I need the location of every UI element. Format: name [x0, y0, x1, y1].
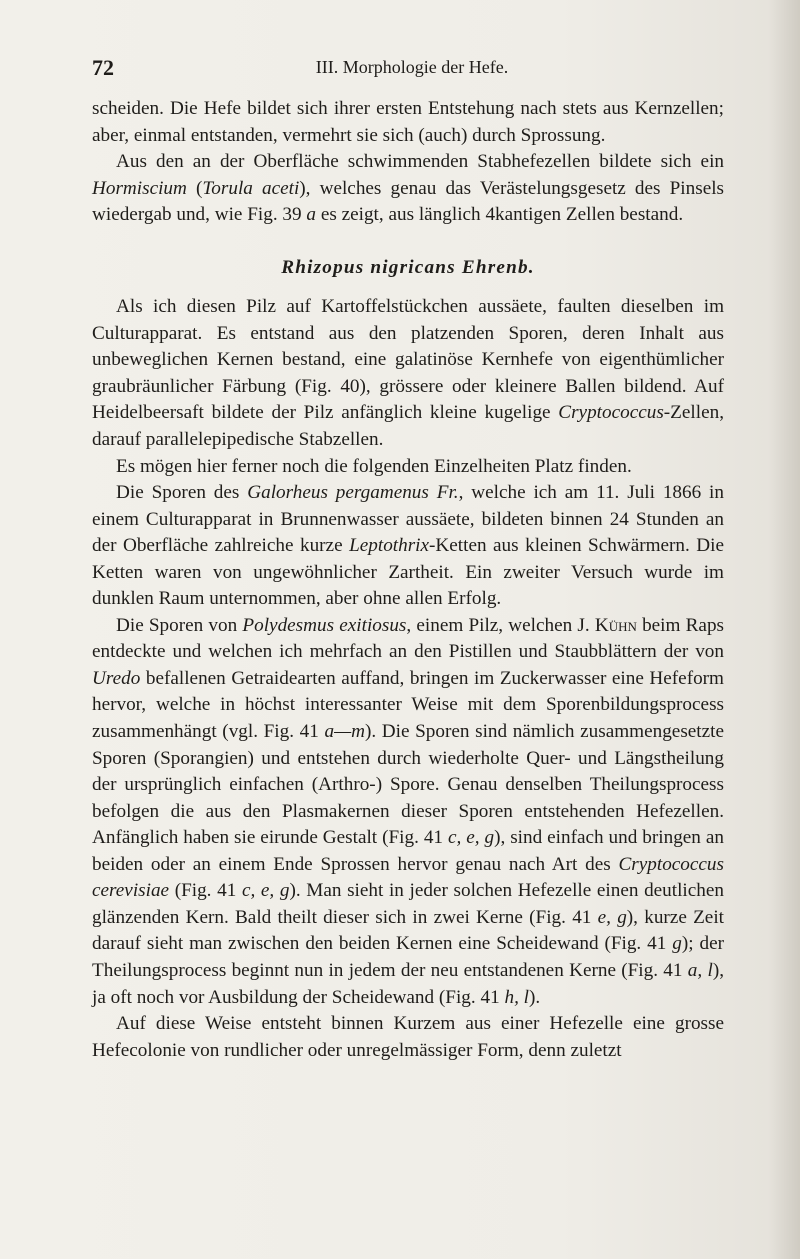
taxon-name: Polydesmus exitiosus	[242, 614, 407, 636]
running-head: III. Morphologie der Hefe.	[315, 57, 509, 77]
paragraph-5	[92, 480, 724, 613]
text-run: ), welches genau das Verästelungsgesetz des Pinsels wiedergab und, wie Fig. 39	[92, 177, 725, 226]
author-name: Kühn	[594, 614, 637, 636]
figure-letter: h, l	[504, 986, 529, 1008]
paragraph-6	[92, 613, 724, 1011]
text-run: , einem Pilz, welchen J.	[406, 614, 595, 636]
page-header	[92, 55, 732, 85]
paragraph-2	[92, 149, 724, 229]
text-run: es zeigt, aus länglich 4kantigen Zellen bestand.	[316, 204, 684, 226]
text-run: befallenen Getraidearten auffand, bringen im Zuckerwasser eine Hefeform hervor, welche in höchst interessanter Weise mit dem Sporenbildungsprocess zusammenhängt (vgl. Fig. 41	[92, 667, 724, 743]
text-run: , welche ich am 11. Juli 1866 in einem Culturapparat in Brunnenwasser aussäete, bildeten binnen 24 Stunden an der Oberfläche zahlreiche kurze	[92, 482, 724, 557]
text-run: ), ja oft noch vor Ausbildung der Scheidewand (Fig. 41	[92, 959, 724, 1008]
text-run: -Zellen, darauf parallelepipedische Stabzellen.	[92, 402, 724, 451]
text-run: Es mögen hier ferner noch die folgenden Einzelheiten Platz finden.	[116, 455, 632, 477]
figure-letter: e, g	[597, 906, 627, 928]
paragraph-4	[92, 454, 724, 481]
body-text	[92, 96, 724, 1064]
paragraph-1	[92, 96, 724, 149]
text-run: (Fig. 41	[169, 880, 242, 902]
page-number: 72	[92, 55, 114, 80]
text-run: ). Man sieht in jeder solchen Hefezelle einen deutlichen glänzenden Kern. Bald theilt dieser sich in zwei Kerne (Fig. 41	[92, 880, 724, 928]
paragraph-3	[92, 294, 724, 453]
taxon-name: Uredo	[92, 667, 141, 689]
text-run: Aus den an der Oberfläche schwimmenden Stabhefezellen bildete sich ein	[116, 151, 724, 173]
figure-letter: a, l	[687, 959, 713, 981]
text-run: ). Die Sporen sind nämlich zusammengesetzte Sporen (Sporangien) und entstehen durch wiederholte Quer- und Längstheilung der ursprünglich einfachen (Arthro-) Spore. Genau denselben Theilungsprocess befolgen die aus den Plasmakernen dieser Sporen entstehenden Hefezellen. Anfänglich haben sie eirunde Gestalt (Fig. 41	[92, 721, 724, 849]
taxon-name: Cryptococcus cerevisiae	[92, 853, 724, 902]
text-run: Als ich diesen Pilz auf Kartoffelstückchen aussäete, faulten dieselben im Culturapparat. Es entstand aus den platzenden Sporen, deren Inhalt aus unbeweglichen Kernen bestand, eine galatinöse Kernhefe von eigenthümlicher graubräunlicher Färbung (Fig. 40), grössere oder kleinere Ballen bildend. Auf Heidelbeersaft bildete der Pilz anfänglich kleine kugelige	[92, 296, 724, 424]
figure-letter: c, e, g	[447, 827, 495, 849]
text-run: ); der Theilungsprocess beginnt nun in jedem der neu entstandenen Kerne (Fig. 41	[92, 933, 724, 981]
taxon-name: Leptothrix	[349, 535, 430, 557]
section-heading: Rhizopus nigricans Ehrenb.	[281, 256, 535, 278]
paragraph-7	[92, 1011, 724, 1064]
text-run: ), sind einfach und bringen an beiden oder an einem Ende Sprossen hervor genau nach Art des	[92, 827, 724, 875]
text-run: (	[186, 177, 203, 199]
text-run: beim Raps entdeckte und welchen ich mehrfach an den Pistillen und Staubblättern der von	[92, 614, 725, 663]
text-run: Die Sporen von	[116, 614, 243, 636]
figure-letter: a	[306, 204, 317, 226]
paragraph-1-text: scheiden. Die Hefe bildet sich ihrer ersten Entstehung nach stets aus Kernzellen; aber, einmal entstanden, vermehrt sie sich (auch) durch Sprossung.	[92, 98, 724, 146]
taxon-name: Galorheus pergamenus Fr.	[247, 482, 459, 504]
text-run: ).	[529, 986, 541, 1008]
text-run: Die Sporen des	[116, 482, 248, 504]
taxon-name: Cryptococcus	[558, 402, 664, 424]
figure-letter: c, e, g	[241, 880, 290, 902]
figure-letter: a—m	[324, 721, 365, 743]
figure-letter: g	[672, 933, 682, 955]
taxon-name: Hormiscium	[92, 177, 187, 199]
text-run: Auf diese Weise entsteht binnen Kurzem aus einer Hefezelle eine grosse Hefecolonie von rundlicher oder unregelmässiger Form, denn zuletzt	[92, 1013, 724, 1061]
taxon-name: Torula aceti	[202, 177, 300, 199]
text-run: -Ketten aus kleinen Schwärmern. Die Ketten waren von ungewöhnlicher Zartheit. Ein zweiter Versuch wurde im dunklen Raum unternommen, aber ohne allen Erfolg.	[92, 535, 725, 610]
text-run: ), kurze Zeit darauf sieht man zwischen den beiden Kernen eine Scheidewand (Fig. 41	[92, 906, 724, 955]
